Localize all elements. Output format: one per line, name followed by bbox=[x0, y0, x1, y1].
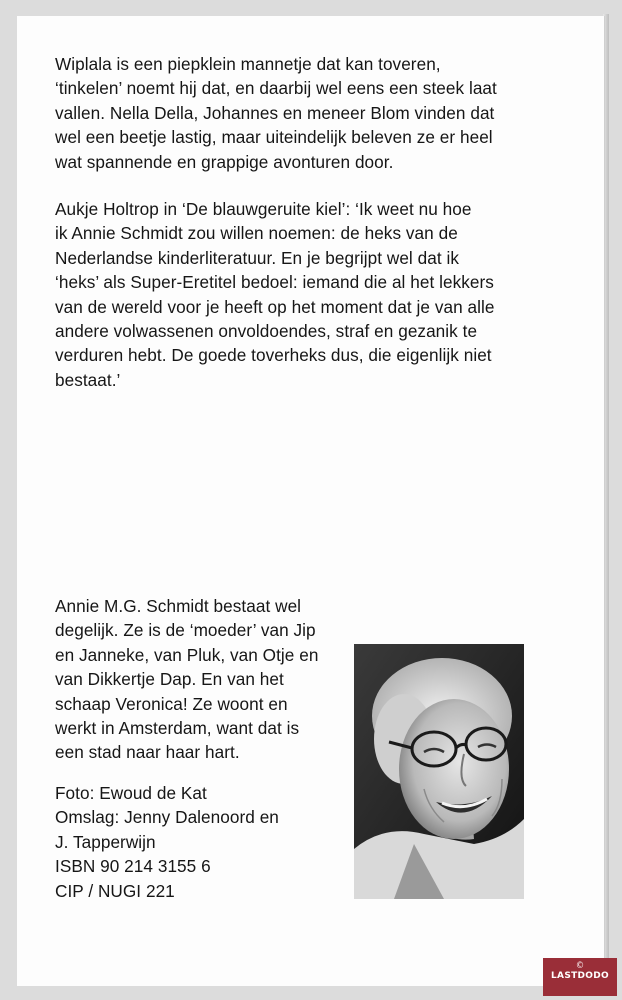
author-photo bbox=[354, 644, 524, 899]
watermark-label: LASTDODO bbox=[551, 971, 609, 981]
blurb-paragraph: Wiplala is een piepklein mannetje dat kan toveren, ‘tinkelen’ noemt hij dat, en daarbij wel eens een steek laat vallen. Nella Della, Johannes en meneer Blom vinden dat wel een beetje lastig, maar uiteindelijk beleven ze er heel wat spannende en grappige avonturen door. bbox=[55, 54, 497, 172]
book-credits: Foto: Ewoud de Kat Omslag: Jenny Dalenoord en J. Tapperwijn ISBN 90 214 3155 6 CIP / NUGI 221 bbox=[55, 783, 279, 901]
lastdodo-watermark bbox=[543, 958, 617, 996]
review-quote-paragraph: Aukje Holtrop in ‘De blauwgeruite kiel’: ‘Ik weet nu hoe ik Annie Schmidt zou willen noemen: de heks van de Nederlandse kinderliteratuur. En je begrijpt wel dat ik ‘heks’ als Super-Eretitel bedoel: iemand die al het lekkers van de wereld voor je heeft op het moment dat je van alle andere volwassenen onvoldoendes, straf en gezanik te verduren hebt. De goede toverheks dus, die eigenlijk niet bestaat.’ bbox=[55, 199, 495, 390]
author-bio-paragraph: Annie M.G. Schmidt bestaat wel degelijk. Ze is de ‘moeder’ van Jip en Janneke, van Pluk, van Otje en van Dikkertje Dap. En van het schaap Veronica! Ze woont en werkt in Amsterdam, want dat is een stad naar haar hart. bbox=[55, 596, 319, 763]
copyright-symbol: © bbox=[575, 961, 585, 971]
